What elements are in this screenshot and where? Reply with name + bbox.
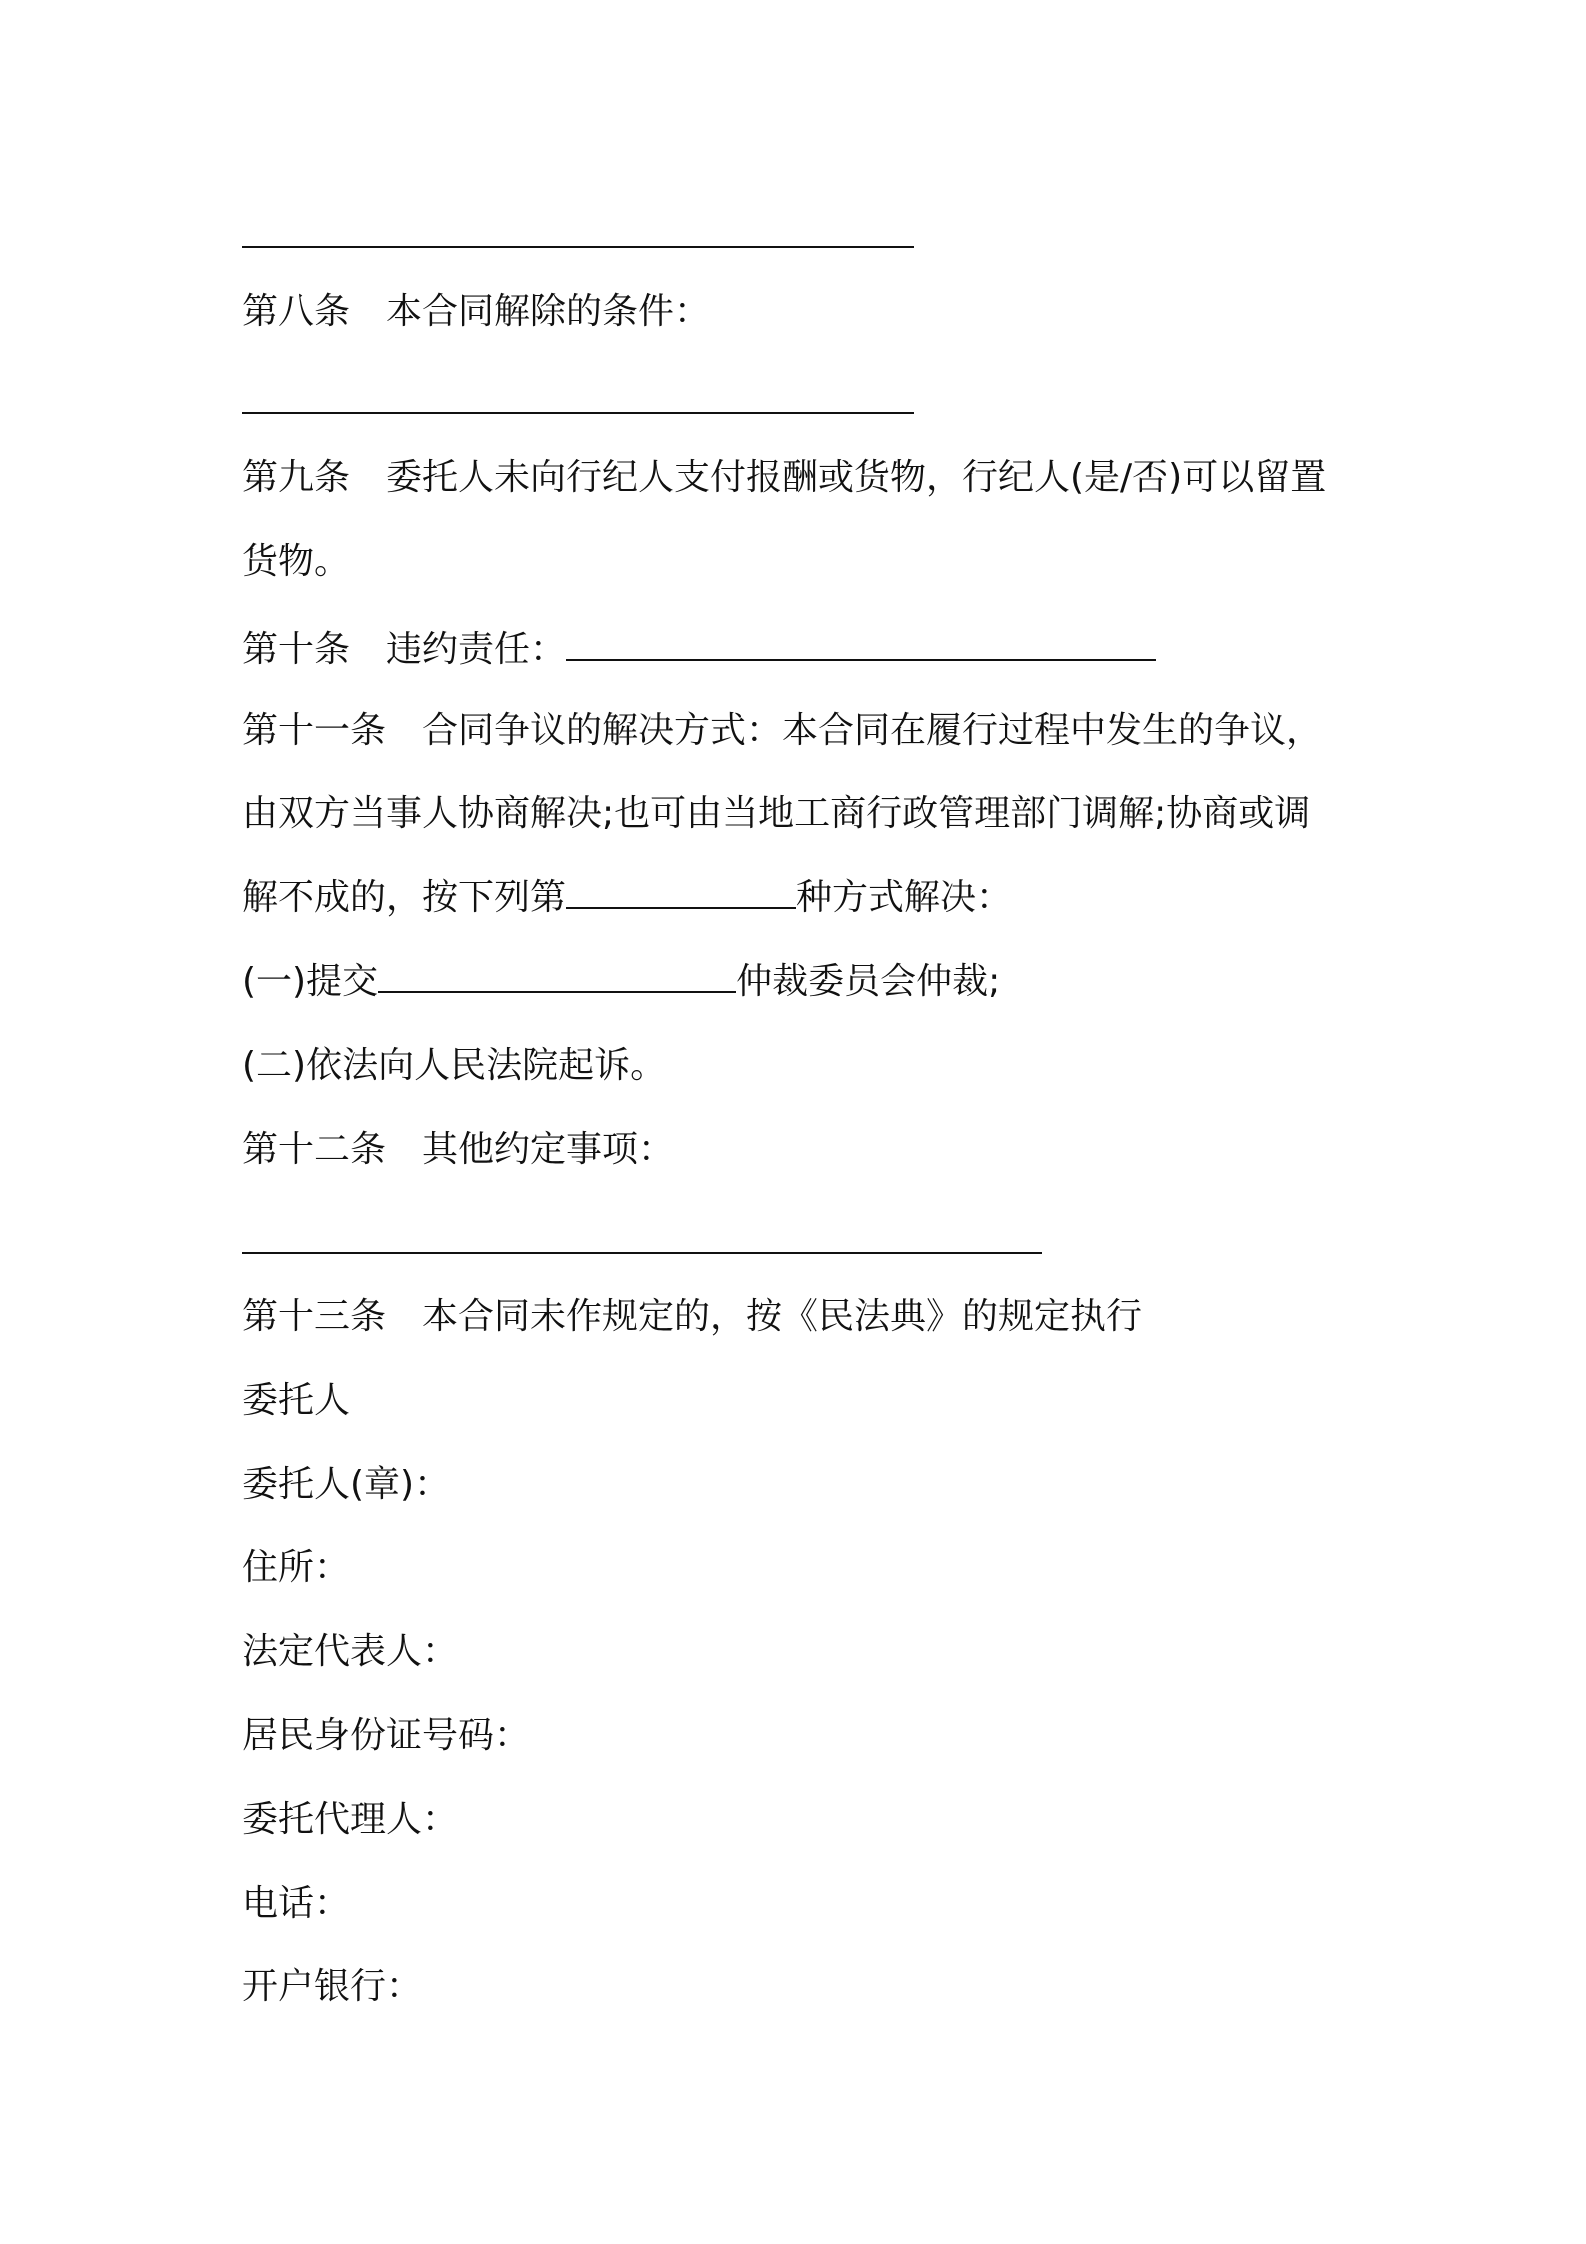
sig-id-number: 居民身份证号码： (242, 1715, 531, 1756)
sig-agent: 委托代理人： (242, 1799, 459, 1840)
article-13: 第十三条 本合同未作规定的，按《民法典》的规定执行 (242, 1296, 1143, 1337)
blank-line-art12 (242, 1252, 1042, 1254)
sig-phone: 电话： (242, 1883, 351, 1924)
blank-arbitration (378, 957, 736, 993)
sig-bank: 开户银行： (242, 1966, 423, 2007)
article-9-line-1: 第九条 委托人未向行纪人支付报酬或货物，行纪人(是/否)可以留置 (242, 457, 1327, 498)
option-1: (一)提交 仲裁委员会仲裁; (242, 957, 1000, 1007)
article-11-line-2: 由双方当事人协商解决;也可由当地工商行政管理部门调解;协商或调 (242, 793, 1311, 834)
sig-party: 委托人 (242, 1380, 351, 1421)
article-8: 第八条 本合同解除的条件： (242, 291, 711, 332)
sig-legal-rep: 法定代表人： (242, 1631, 459, 1672)
article-12: 第十二条 其他约定事项： (242, 1129, 675, 1170)
article-10: 第十条 违约责任： (242, 625, 1156, 675)
blank-art10 (566, 625, 1156, 661)
article-11-line-3: 解不成的，按下列第 种方式解决： (242, 873, 1012, 923)
article-11-line-1: 第十一条 合同争议的解决方式：本合同在履行过程中发生的争议， (242, 710, 1323, 751)
sig-address: 住所： (242, 1547, 351, 1588)
blank-line-art8 (242, 412, 914, 414)
blank-line-top (242, 246, 914, 248)
option-2: (二)依法向人民法院起诉。 (242, 1045, 667, 1086)
blank-method-number (566, 873, 796, 909)
article-9-line-2: 货物。 (242, 541, 351, 582)
sig-seal: 委托人(章)： (242, 1464, 451, 1505)
